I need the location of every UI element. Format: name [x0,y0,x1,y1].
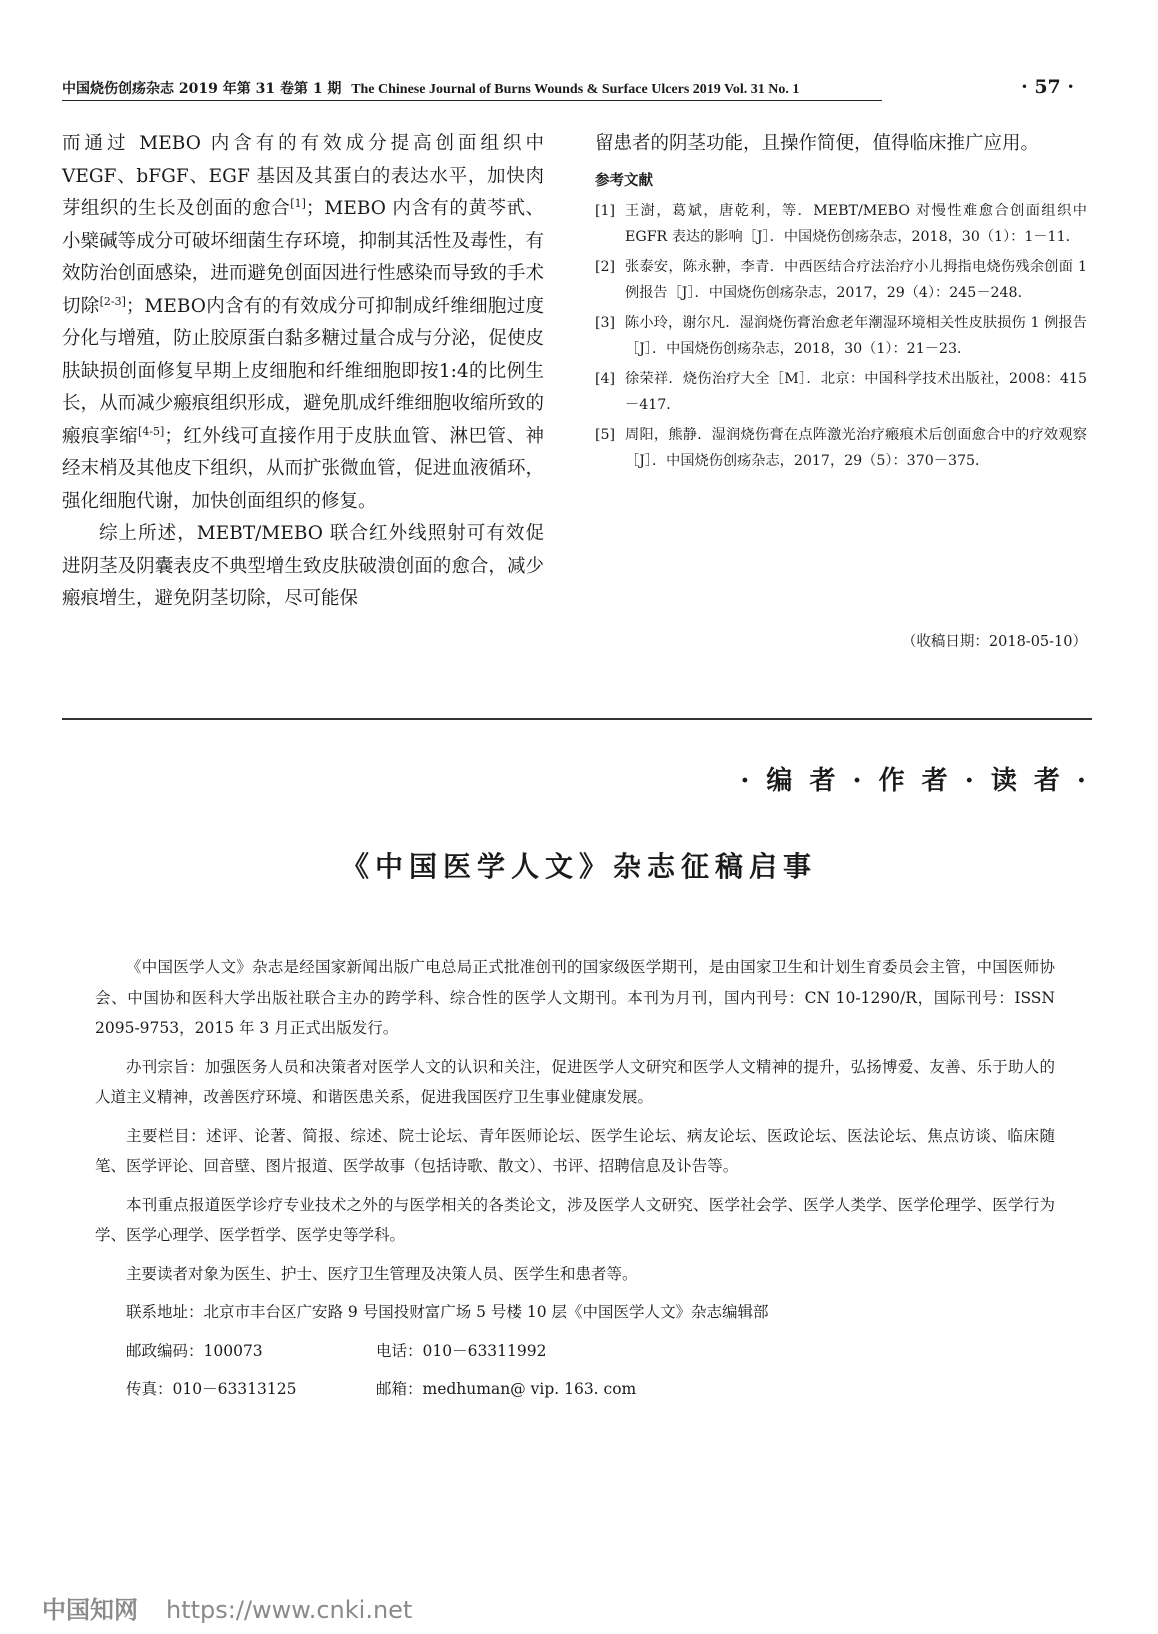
notice-paragraph: 《中国医学人文》杂志是经国家新闻出版广电总局正式批准创刊的国家级医学期刊，是由国家卫生和计划生育委员会主管，中国医师协会、中国协和医科大学出版社联合主办的跨学科、综合性的医学人文期刊。本刊为月刊，国内刊号：CN 10-1290/R，国际刊号：ISSN 2095-9753，2015 年 3 月正式出版发行。 [95,958,1055,1037]
header-rule [62,100,882,101]
reference-text: 张泰安，陈永翀，李青．中西医结合疗法治疗小儿拇指电烧伤残余创面 1 例报告［J］．中国烧伤创疡杂志，2017，29（4）：245－248． [625,258,1087,301]
continuation-text: 留患者的阴茎功能，且操作简便，值得临床推广应用。 [595,133,1040,154]
citation-1: [1] [290,196,306,210]
reference-item [595,198,1087,250]
reference-item [595,366,1087,418]
body-paragraph-2: 综上所述，MEBT/MEBO 联合红外线照射可有效促进阴茎及阴囊表皮不典型增生致皮肤破溃创面的愈合，减少瘢痕增生，避免阴茎切除，尽可能保 [62,523,544,609]
running-header [62,78,1092,102]
notice-paragraph: 办刊宗旨：加强医务人员和决策者对医学人文的认识和关注，促进医学人文研究和医学人文精神的提升，弘扬博爱、友善、乐于助人的人道主义精神，改善医疗环境、和谐医患关系，促进我国医疗卫生事业健康发展。 [95,1057,1055,1106]
contact-row-1 [95,1336,1055,1367]
section-tag: · 编 者 · 作 者 · 读 者 · [740,766,1090,796]
notice-paragraph: 主要读者对象为医生、护士、医疗卫生管理及决策人员、医学生和患者等。 [126,1264,638,1283]
reference-number: [3] [595,314,616,331]
cnki-watermark [42,1590,412,1625]
references-title: 参考文献 [595,171,653,189]
p1-text-a: 而通过 MEBO 内含有的有效成分提高创面组织中 VEGF、bFGF、EGF 基因及其蛋白的表达水平，加快肉芽组织的生长及创面的愈合 [62,133,544,219]
contact-row-2 [95,1374,1055,1405]
reference-item [595,422,1087,474]
notice-paragraph: 主要栏目：述评、论著、简报、综述、院士论坛、青年医师论坛、医学生论坛、病友论坛、医政论坛、医法论坛、焦点访谈、临床随笔、医学评论、回音壁、图片报道、医学故事（包括诗歌、散文）、书评、招聘信息及讣告等。 [95,1126,1055,1175]
reference-item [595,310,1087,362]
postcode: 邮政编码：100073 [126,1341,263,1360]
right-column [595,128,1087,478]
journal-header [62,78,799,98]
email: 邮箱：medhuman@ vip. 163. com [376,1380,637,1398]
reference-number: [5] [595,426,616,443]
p1-text-b: ；MEBO 内含有的黄芩甙、小檗碱等成分可破坏细菌生存环境，抑制其活性及毒性，有效防治创面感染，进而避免创面因进行性感染而导致的手术切除 [62,198,544,317]
reference-number: [2] [595,258,616,275]
reference-number: [4] [595,370,616,387]
p1-text-c: ；MEBO内含有的有效成分可抑制成纤维细胞过度分化与增殖，防止胶原蛋白黏多糖过量合成与分泌，促使皮肤缺损创面修复早期上皮细胞和纤维细胞即按1:4的比例生长，从而减少瘢痕组织形成，避免肌成纤维细胞收缩所致的瘢痕挛缩 [62,295,544,447]
notice-body [95,952,1055,1413]
left-column [62,128,544,616]
citation-4-5: [4-5] [138,424,165,438]
notice-title: 《中国医学人文》杂志征稿启事 [340,850,817,883]
reference-text: 王澍，葛斌，唐乾利，等．MEBT/MEBO 对慢性难愈合创面组织中 EGFR 表达的影响［J］．中国烧伤创疡杂志，2018，30（1）：1－11． [625,202,1087,245]
section-divider [62,718,1092,720]
reference-text: 徐荣祥．烧伤治疗大全［M］．北京：中国科学技术出版社，2008：415－417． [625,370,1087,413]
citation-2-3: [2-3] [99,294,126,308]
reference-list [595,198,1087,474]
reference-item [595,254,1087,306]
cnki-brand: 中国知网 [42,1596,138,1624]
body-paragraph-1 [62,128,544,518]
cnki-url: https://www.cnki.net [166,1596,413,1624]
received-date: （收稿日期：2018-05-10） [901,634,1087,650]
phone: 电话：010－63311992 [376,1341,547,1360]
journal-header-en: The Chinese Journal of Burns Wounds & Surface Ulcers 2019 Vol. 31 No. 1 [351,82,800,97]
notice-paragraph: 本刊重点报道医学诊疗专业技术之外的与医学相关的各类论文，涉及医学人文研究、医学社会学、医学人类学、医学伦理学、医学行为学、医学心理学、医学哲学、医学史等学科。 [95,1195,1055,1244]
p1-text-d: ；红外线可直接作用于皮肤血管、淋巴管、神经末梢及其他皮下组织，从而扩张微血管，促进血液循环，强化细胞代谢，加快创面组织的修复。 [62,425,544,512]
reference-text: 周阳，熊静．湿润烧伤膏在点阵激光治疗瘢痕术后创面愈合中的疗效观察［J］．中国烧伤创疡杂志，2017，29（5）：370－375． [625,426,1087,469]
reference-text: 陈小玲，谢尔凡．湿润烧伤膏治愈老年潮湿环境相关性皮肤损伤 1 例报告［J］．中国烧伤创疡杂志，2018，30（1）：21－23． [625,314,1087,357]
journal-header-cn: 中国烧伤创疡杂志 2019 年第 31 卷第 1 期 [62,81,342,97]
contact-address: 联系地址：北京市丰台区广安路 9 号国投财富广场 5 号楼 10 层《中国医学人文》杂志编辑部 [126,1303,769,1321]
page-number: · 57 · [1021,76,1074,98]
fax: 传真：010－63313125 [126,1380,297,1398]
reference-number: [1] [595,202,616,219]
